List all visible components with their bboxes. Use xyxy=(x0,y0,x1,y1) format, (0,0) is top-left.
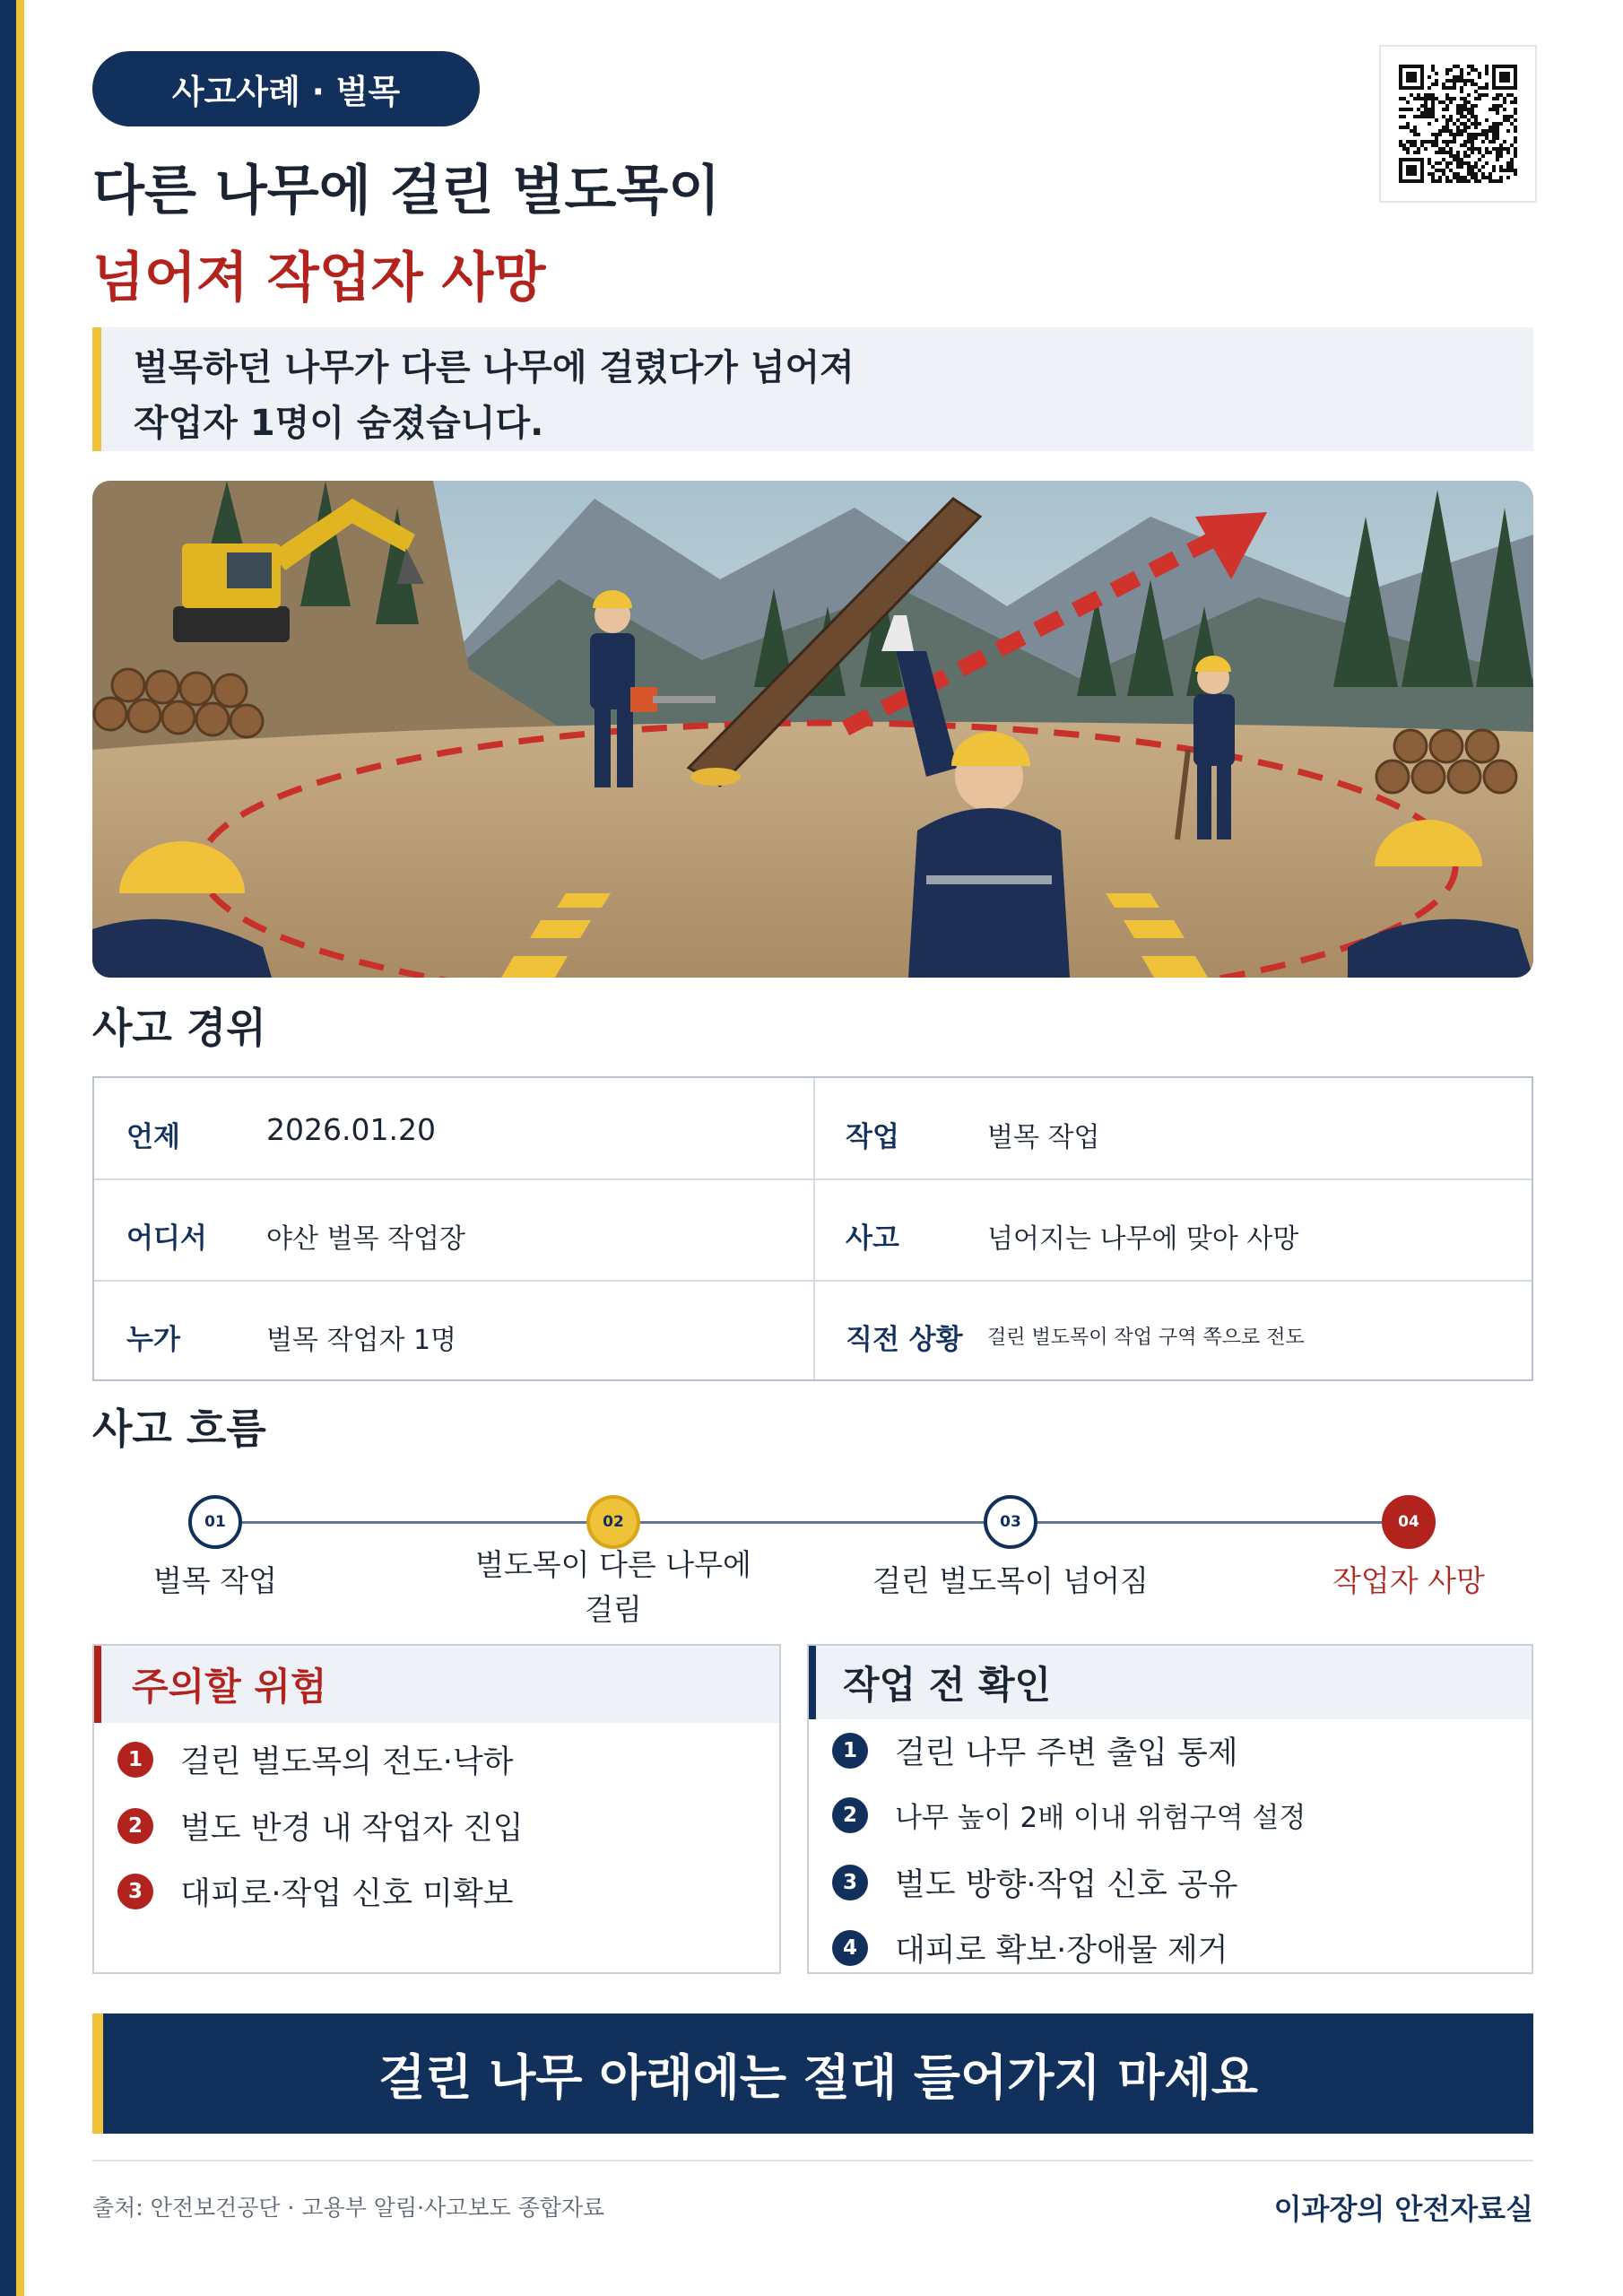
check-item xyxy=(832,1860,1238,1905)
detail-value-when: 2026.01.20 xyxy=(266,1112,436,1147)
page-title-line1: 다른 나무에 걸린 벌도목이 xyxy=(92,160,721,222)
check-item xyxy=(832,1795,1306,1835)
hazards-heading xyxy=(94,1646,779,1723)
hazard-text: 대피로·작업 신호 미확보 xyxy=(180,1876,514,1912)
hazard-item xyxy=(117,1869,513,1914)
summary-line2: 작업자 1명이 숨졌습니다. xyxy=(134,403,544,444)
flow-step-2-marker: 02 xyxy=(586,1495,640,1549)
detail-key-work: 작업 xyxy=(846,1121,899,1153)
pre-work-checks-box xyxy=(807,1644,1533,1974)
check-number: 1 xyxy=(832,1733,868,1769)
warning-banner-text: 걸린 나무 아래에는 절대 들어가지 마세요 xyxy=(378,2048,1258,2106)
checks-heading xyxy=(809,1646,1532,1719)
detail-value-accident: 넘어지는 나무에 맞아 사망 xyxy=(987,1223,1299,1255)
flow-step-1-marker: 01 xyxy=(188,1495,242,1549)
summary-line1: 벌목하던 나무가 다른 나무에 걸렸다가 넘어져 xyxy=(134,347,855,388)
flow-step-3-marker: 03 xyxy=(984,1495,1037,1549)
publisher-brand: 이과장의 안전자료실 xyxy=(1273,2192,1533,2226)
warning-banner xyxy=(92,2013,1533,2134)
category-badge: 사고사례 · 벌목 xyxy=(92,51,480,126)
summary-box xyxy=(92,327,1533,451)
detail-key-prior-situation: 직전 상황 xyxy=(846,1324,963,1356)
check-number: 4 xyxy=(832,1930,868,1966)
flow-step-1-label: 벌목 작업 xyxy=(152,1563,277,1598)
detail-value-where: 야산 벌목 작업장 xyxy=(266,1223,465,1255)
hazards-title: 주의할 위험 xyxy=(132,1665,327,1709)
page-title-line2: 넘어져 작업자 사망 xyxy=(92,247,546,309)
check-text: 걸린 나무 주변 출입 통제 xyxy=(895,1735,1238,1771)
flow-step-2-label: 벌도목이 다른 나무에 걸림 xyxy=(475,1547,751,1627)
accident-details-table xyxy=(92,1076,1533,1381)
detail-value-prior-situation: 걸린 벌도목이 작업 구역 쪽으로 전도 xyxy=(987,1326,1305,1349)
checks-title: 작업 전 확인 xyxy=(843,1663,1052,1707)
flow-connector-line xyxy=(215,1521,1394,1524)
detail-key-accident: 사고 xyxy=(846,1222,899,1255)
check-text: 벌도 방향·작업 신호 공유 xyxy=(895,1867,1238,1903)
table-divider xyxy=(813,1078,815,1379)
flow-step-3-label: 걸린 벌도목이 넘어짐 xyxy=(872,1563,1149,1598)
detail-key-where: 어디서 xyxy=(126,1222,207,1255)
hazard-item xyxy=(117,1737,513,1782)
detail-value-work: 벌목 작업 xyxy=(987,1122,1100,1153)
check-text: 대피로 확보·장애물 제거 xyxy=(895,1933,1228,1969)
accident-details-heading: 사고 경위 xyxy=(92,1004,266,1052)
check-item xyxy=(832,1728,1238,1773)
illustration-felling-site xyxy=(92,481,1533,978)
flow-step-4-label: 작업자 사망 xyxy=(1332,1563,1485,1598)
hazard-number: 3 xyxy=(117,1874,153,1909)
check-number: 3 xyxy=(832,1865,868,1900)
check-number: 2 xyxy=(832,1797,868,1833)
hazard-text: 벌도 반경 내 작업자 진입 xyxy=(180,1811,524,1847)
footer-divider xyxy=(92,2160,1533,2161)
detail-key-who: 누가 xyxy=(126,1324,180,1356)
hazard-item xyxy=(117,1804,524,1848)
source-credit: 출처: 안전보건공단 · 고용부 알림·사고보도 종합자료 xyxy=(92,2195,605,2221)
hazard-number: 2 xyxy=(117,1808,153,1844)
check-item xyxy=(832,1926,1228,1970)
qr-code-icon[interactable] xyxy=(1379,45,1537,203)
hazards-box xyxy=(92,1644,781,1974)
hazard-number: 1 xyxy=(117,1742,153,1778)
side-accent-yellow xyxy=(16,0,24,2296)
hazard-text: 걸린 벌도목의 전도·낙하 xyxy=(180,1744,514,1780)
accident-flow-heading: 사고 흐름 xyxy=(92,1405,266,1453)
detail-key-when: 언제 xyxy=(126,1121,180,1153)
detail-value-who: 벌목 작업자 1명 xyxy=(266,1325,457,1356)
side-accent-navy xyxy=(0,0,16,2296)
check-text: 나무 높이 2배 이내 위험구역 설정 xyxy=(895,1802,1306,1834)
flow-step-4-marker: 04 xyxy=(1382,1495,1436,1549)
